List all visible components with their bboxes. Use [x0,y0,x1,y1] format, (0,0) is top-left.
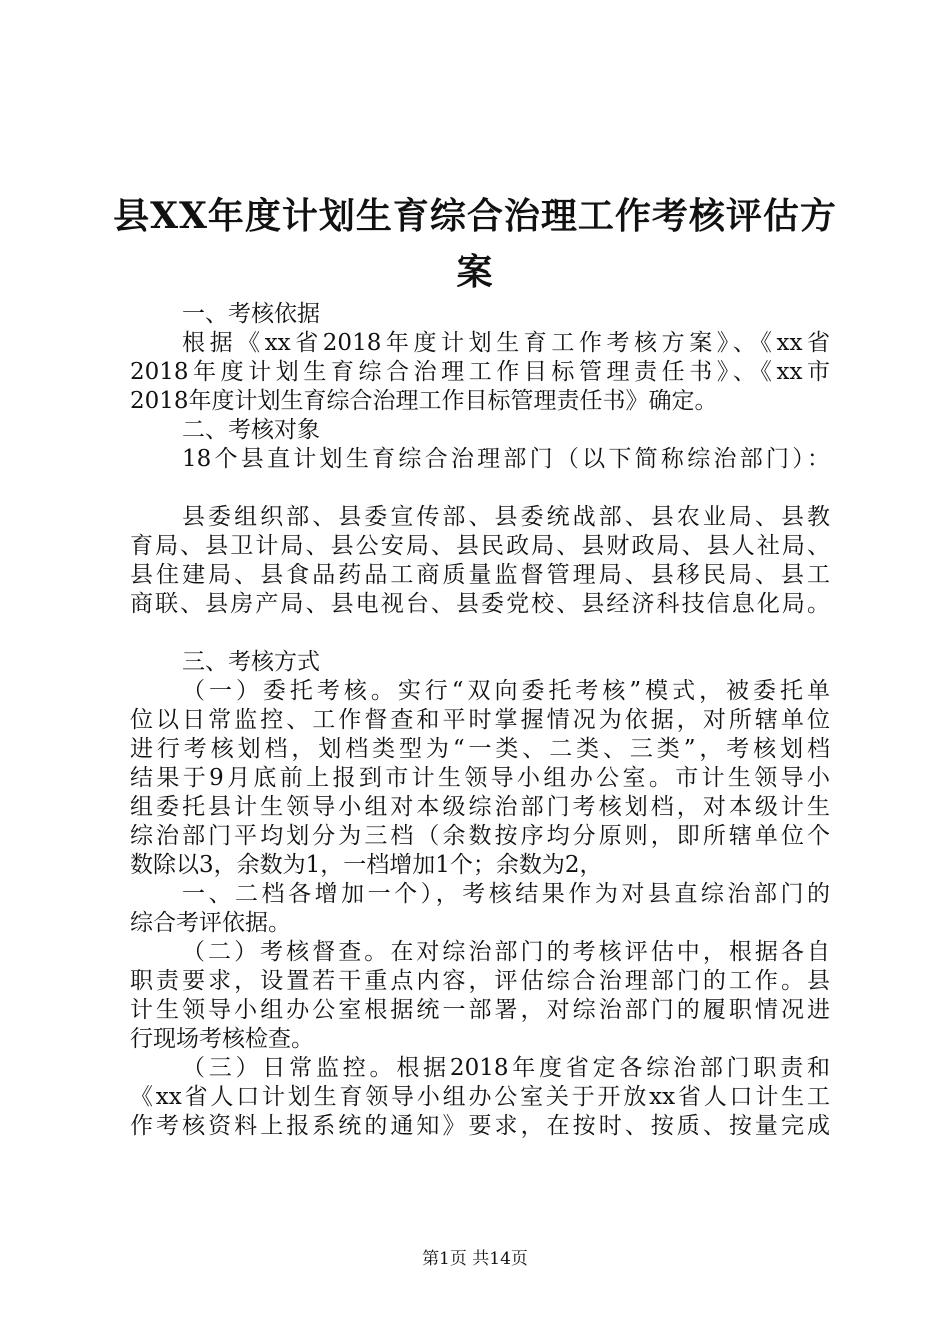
paragraph-line: 18个县直计划生育综合治理部门（以下简称综治部门）： [182,446,830,472]
paragraph-line: 数除以3，余数为1，一档增加1个；余数为2， [130,852,603,878]
blank-line [130,474,830,503]
paragraph-line: 根据《xx省2018年度计划生育工作考核方案》、《xx省 [182,330,830,356]
paragraph-line: （二）考核督查。在对综治部门的考核评估中，根据各自 [182,939,830,965]
section-heading: 二、考核对象 [182,417,320,443]
paragraph-line: 计生领导小组办公室根据统一部署，对综治部门的履职情况进 [130,997,830,1023]
section-heading: 三、考核方式 [182,649,320,675]
paragraph-line: 结果于9月底前上报到市计生领导小组办公室。市计生领导小 [130,765,830,791]
paragraph-line: 县委组织部、县委宣传部、县委统战部、县农业局、县教 [182,504,830,530]
page-number: 第1页 共14页 [422,1249,528,1269]
paragraph-line: 育局、县卫计局、县公安局、县民政局、县财政局、县人社局、 [130,533,830,559]
paragraph-line: 2018年度计划生育综合治理工作目标管理责任书》、《xx市 [130,359,830,385]
blank-line [130,619,830,648]
paragraph-line: 《xx省人口计划生育领导小组办公室关于开放xx省人口计生工 [130,1084,830,1110]
document-body [130,300,830,1141]
title-line-2: 案 [456,251,494,293]
paragraph-line: 作考核资料上报系统的通知》要求，在按时、按质、按量完成 [130,1113,830,1139]
paragraph-line: 组委托县计生领导小组对本级综治部门考核划档，对本级计生 [130,794,830,820]
paragraph-line: 商联、县房产局、县电视台、县委党校、县经济科技信息化局。 [130,591,830,617]
paragraph-line: 行现场考核检查。 [130,1026,314,1052]
document-title [0,188,950,300]
paragraph-line: 综合考评依据。 [130,910,291,936]
paragraph-line: 位以日常监控、工作督查和平时掌握情况为依据，对所辖单位 [130,707,830,733]
section-heading: 一、考核依据 [182,301,320,327]
paragraph-line: 职责要求，设置若干重点内容，评估综合治理部门的工作。县 [130,968,830,994]
paragraph-line: 进行考核划档，划档类型为“一类、二类、三类”，考核划档 [130,736,830,762]
title-line-1: 县XX年度计划生育综合治理工作考核评估方 [113,195,837,237]
paragraph-line: （三）日常监控。根据2018年度省定各综治部门职责和 [182,1055,830,1081]
paragraph-line: 2018年度计划生育综合治理工作目标管理责任书》确定。 [130,388,718,414]
paragraph-line: 县住建局、县食品药品工商质量监督管理局、县移民局、县工 [130,562,830,588]
paragraph-line: 一、二档各增加一个），考核结果作为对县直综治部门的 [182,881,830,907]
paragraph-line: （一）委托考核。实行“双向委托考核”模式，被委托单 [182,678,830,704]
paragraph-line: 综治部门平均划分为三档（余数按序均分原则，即所辖单位个 [130,823,830,849]
